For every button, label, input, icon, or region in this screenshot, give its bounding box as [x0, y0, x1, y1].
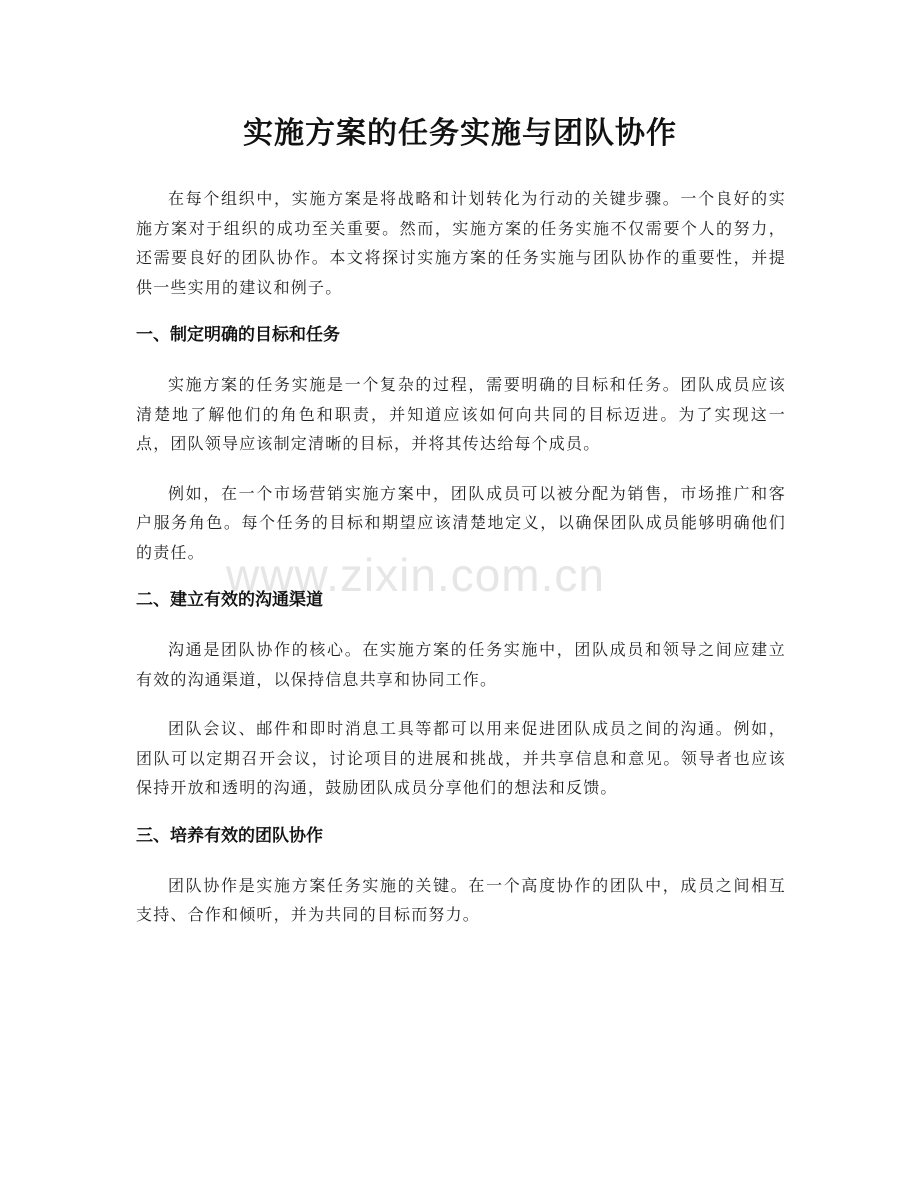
section-1-paragraph-2: 例如，在一个市场营销实施方案中，团队成员可以被分配为销售，市场推广和客户服务角色。每个任务的目标和期望应该清楚地定义，以确保团队成员能够明确他们的责任。 [136, 483, 786, 562]
intro-paragraph: 在每个组织中，实施方案是将战略和计划转化为行动的关键步骤。一个良好的实施方案对于组织的成功至关重要。然而，实施方案的任务实施不仅需要个人的努力，还需要良好的团队协作。本文将探讨实施方案的任务实施与团队协作的重要性，并提供一些实用的建议和例子。 [136, 189, 786, 297]
section-1-heading: 一、制定明确的目标和任务 [136, 325, 340, 345]
section-2-heading: 二、建立有效的沟通渠道 [136, 590, 323, 610]
section-3-heading: 三、培养有效的团队协作 [136, 825, 323, 846]
watermark-text: www.zixin.com.cn [226, 549, 605, 601]
section-2-paragraph-2: 团队会议、邮件和即时消息工具等都可以用来促进团队成员之间的沟通。例如，团队可以定期召开会议，讨论项目的进展和挑战，并共享信息和意见。领导者也应该保持开放和透明的沟通，鼓励团队成员分享他们的想法和反馈。 [136, 719, 786, 797]
section-1-paragraph-1: 实施方案的任务实施是一个复杂的过程，需要明确的目标和任务。团队成员应该清楚地了解他们的角色和职责，并知道应该如何向共同的目标迈进。为了实现这一点，团队领导应该制定清晰的目标，并将其传达给每个成员。 [136, 375, 786, 453]
section-3-paragraph-1: 团队协作是实施方案任务实施的关键。在一个高度协作的团队中，成员之间相互支持、合作和倾听，并为共同的目标而努力。 [136, 875, 786, 924]
section-2-paragraph-1: 沟通是团队协作的核心。在实施方案的任务实施中，团队成员和领导之间应建立有效的沟通渠道，以保持信息共享和协同工作。 [136, 640, 786, 689]
document-body [136, 184, 786, 950]
page-title: 实施方案的任务实施与团队协作 [243, 116, 677, 151]
